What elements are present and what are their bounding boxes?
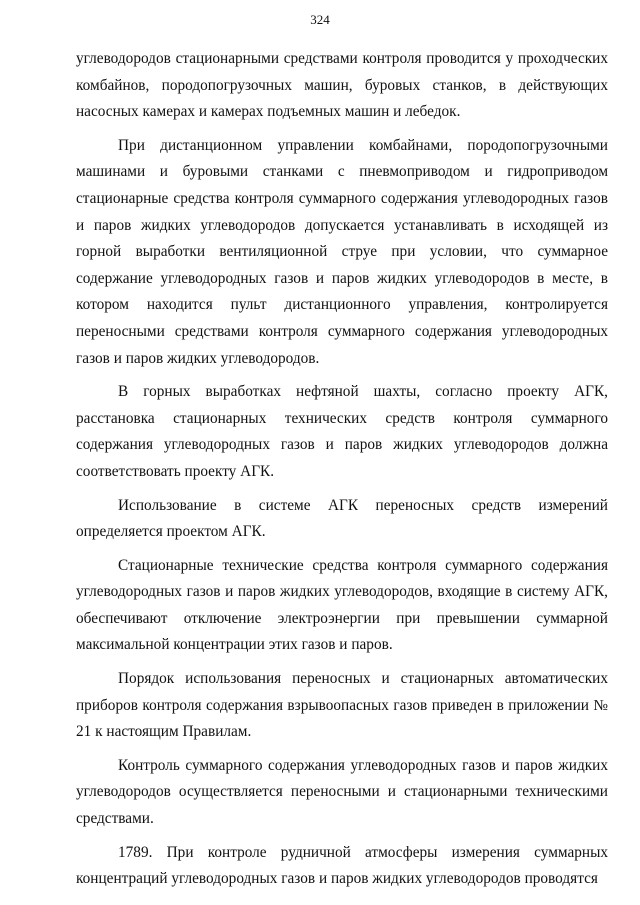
page-number: 324 [310, 12, 330, 27]
paragraph-procedure: Порядок использования переносных и стационарных автоматических приборов контроля содержания взрывоопасных газов приведен в приложении № 21 к настоящим Правилам. [76, 670, 608, 741]
paragraph-placement: В горных выработках нефтяной шахты, согласно проекту АГК, расстановка стационарных технических средств контроля суммарного содержания углеводородных газов и паров жидких углеводородов должна соответствовать проекту АГК. [76, 383, 608, 480]
paragraph-portable-instruments: Использование в системе АГК переносных средств измерений определяется проектом АГК. [76, 496, 608, 541]
paragraph-continuation: углеводородов стационарными средствами контроля проводится у проходческих комбайнов, породопогрузочных машин, буровых станков, в действующих насосных камерах и камерах подъемных машин и лебедок. [76, 50, 608, 121]
document-body [76, 46, 608, 893]
paragraph-remote-control: При дистанционном управлении комбайнами, породопогрузочными машинами и буровыми станками с пневмоприводом и гидроприводом стационарные средства контроля суммарного содержания углеводородных газов и паров жидких углеводородов допускается устанавливать в исходящей из горной выработки вентиляционной струе при условии, что суммарное содержание углеводородных газов и паров жидких углеводородов в месте, в котором находится пульт дистанционного управления, контролируется переносными средствами контроля суммарного содержания углеводородных газов и паров жидких углеводородов. [76, 136, 608, 367]
paragraph-1789: 1789. При контроле рудничной атмосферы измерения суммарных концентраций углеводородных газов и паров жидких углеводородов проводятся [76, 843, 608, 888]
paragraph-power-cutoff: Стационарные технические средства контроля суммарного содержания углеводородных газов и паров жидких углеводородов, входящие в систему АГК, обеспечивают отключение электроэнергии при превышении суммарной максимальной концентрации этих газов и паров. [76, 556, 608, 654]
paragraph-control: Контроль суммарного содержания углеводородных газов и паров жидких углеводородов осуществляется переносными и стационарными техническими средствами. [76, 756, 608, 828]
